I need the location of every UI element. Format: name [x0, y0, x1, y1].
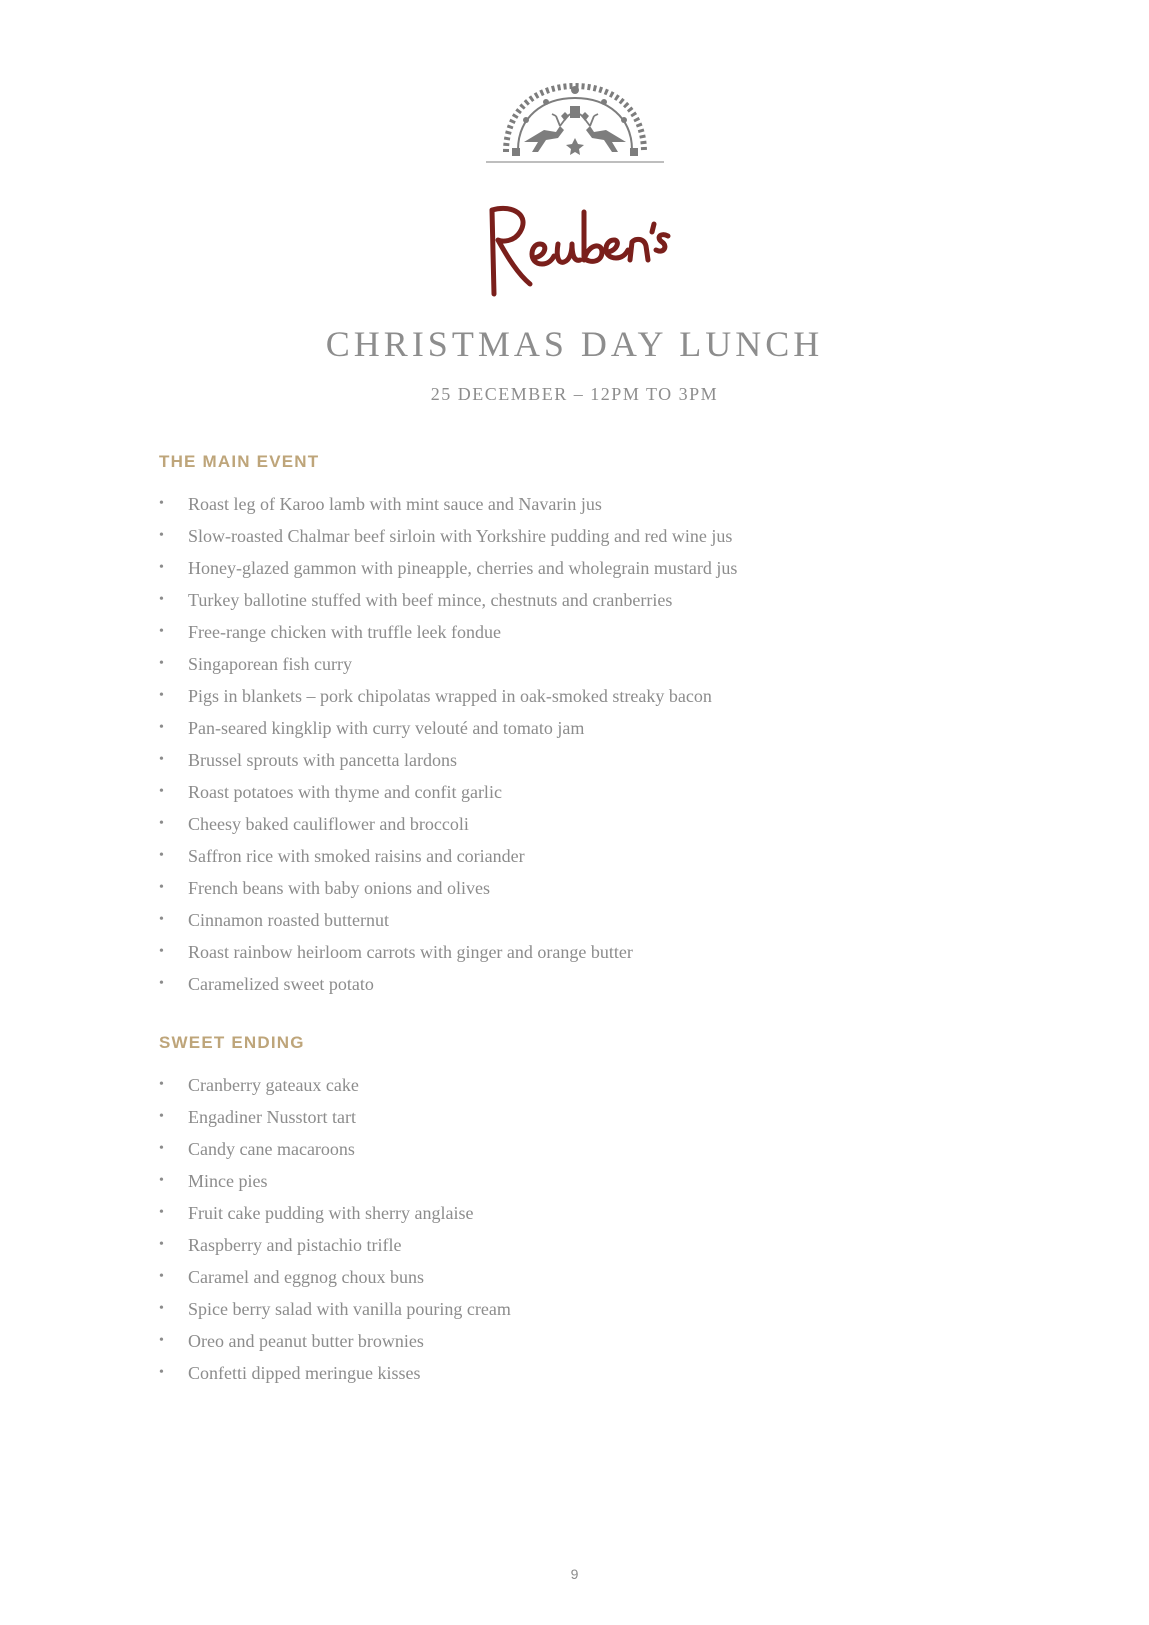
bullet: •: [159, 624, 164, 639]
bullet: •: [159, 560, 164, 575]
reindeer-wreath-icon: [486, 80, 664, 170]
bullet: •: [159, 976, 164, 991]
bullet: •: [159, 1077, 164, 1092]
section-heading-main-event: THE MAIN EVENT: [159, 452, 320, 471]
page-title: CHRISTMAS DAY LUNCH: [325, 324, 824, 364]
bullet: •: [159, 1205, 164, 1220]
section-heading-sweet-ending: SWEET ENDING: [159, 1033, 305, 1052]
page-number: 9: [570, 1566, 579, 1582]
bullet: •: [159, 880, 164, 895]
bullet: •: [159, 592, 164, 607]
bullet: •: [159, 784, 164, 799]
bullet: •: [159, 944, 164, 959]
bullet: •: [159, 1141, 164, 1156]
bullet: •: [159, 720, 164, 735]
bullet: •: [159, 528, 164, 543]
bullet: •: [159, 1269, 164, 1284]
bullet: •: [159, 496, 164, 511]
bullet: •: [159, 1301, 164, 1316]
bullet: •: [159, 1333, 164, 1348]
bullet: •: [159, 752, 164, 767]
bullet: •: [159, 1109, 164, 1124]
bullet: •: [159, 1173, 164, 1188]
bullet: •: [159, 848, 164, 863]
bullet: •: [159, 1365, 164, 1380]
date-time-subtitle: 25 DECEMBER – 12PM TO 3PM: [430, 384, 719, 404]
bullet: •: [159, 912, 164, 927]
bullet: •: [159, 688, 164, 703]
bullet: •: [159, 656, 164, 671]
bullet: •: [159, 816, 164, 831]
bullet: •: [159, 1237, 164, 1252]
reubens-logo: [484, 198, 672, 310]
